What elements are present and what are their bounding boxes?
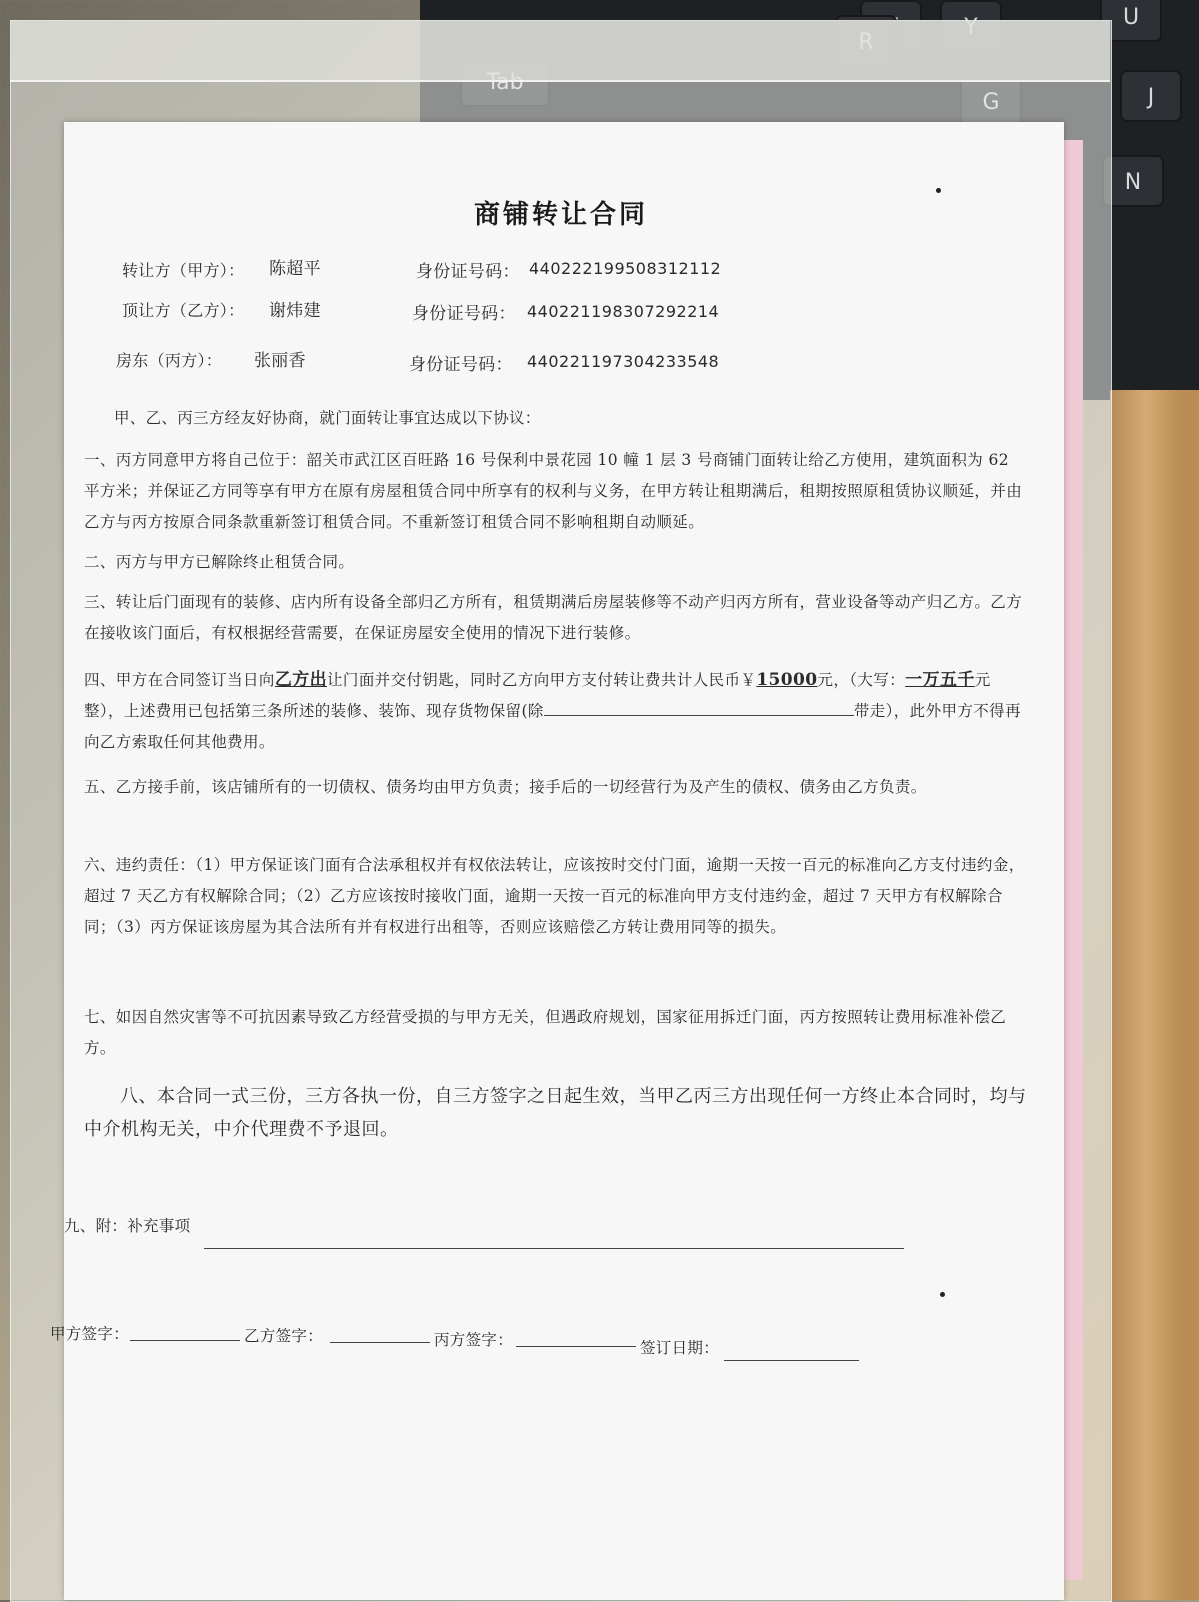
- party-c-name: 张丽香: [254, 351, 306, 371]
- party-a-id-label: 身份证号码：: [416, 262, 520, 282]
- party-a-signature-line: [130, 1324, 240, 1341]
- clause-5: 五、乙方接手前，该店铺所有的一切债权、债务均由甲方负责；接手后的一切经营行为及产生的债权、债务由乙方负责。: [84, 778, 927, 796]
- party-b-id-number: 440221198307292214: [527, 302, 720, 321]
- amount-in-words: 一万五千: [905, 670, 975, 690]
- desk-surface: [1110, 390, 1199, 1600]
- party-a-id-number: 440222199508312112: [529, 259, 722, 278]
- sleeve-seal-strip: [10, 20, 1110, 82]
- party-c-id-label: 身份证号码：: [409, 355, 513, 375]
- key-n: N: [1102, 155, 1164, 207]
- key-j: J: [1120, 70, 1182, 122]
- party-b-signature-label: 乙方签字：: [244, 1327, 324, 1345]
- party-c-signature-line: [516, 1330, 636, 1347]
- party-c-id-number: 440221197304233548: [527, 352, 720, 371]
- ink-dot: [940, 1292, 945, 1297]
- clause-3: 三、转让后门面现有的装修、店内所有设备全部归乙方所有，租赁期满后房屋装修等不动产归丙方所有，营业设备等动产归乙方。乙方在接收该门面后，有权根据经营需要，在保证房屋安全使用的情况下进行装修。: [84, 593, 1023, 642]
- clause-4-part1: 四、甲方在合同签订当日向: [84, 671, 275, 689]
- handwritten-party: 乙方出: [274, 670, 328, 690]
- supplementary-line: [204, 1232, 904, 1249]
- clause-4-blank: [544, 699, 854, 716]
- clause-9-label: 九、附：补充事项: [64, 1217, 191, 1235]
- sign-date-label: 签订日期：: [640, 1339, 720, 1357]
- party-b-label: 顶让方（乙方）：: [122, 301, 245, 320]
- clause-1: 一、丙方同意甲方将自己位于：韶关市武江区百旺路 16 号保利中景花园 10 幢 1 层 3 号商铺门面转让给乙方使用，建筑面积为 62 平方米；并保证乙方同等享有甲方在原有房屋租赁合同中所享有的权利与义务，在甲方转让租期满后，租期按照原租赁协议顺延，并由乙方与丙方按原合同条款重新签订租赁合同。不重新签订租赁合同不影响租期自动顺延。: [84, 451, 1023, 531]
- clause-2: 二、丙方与甲方已解除终止租赁合同。: [84, 553, 355, 571]
- party-c-signature-label: 丙方签字：: [434, 1331, 514, 1349]
- clause-4-part2: 让门面并交付钥匙，同时乙方向甲方支付转让费共计人民币￥: [327, 671, 757, 689]
- party-c-label: 房东（丙方）：: [116, 351, 223, 370]
- party-b-signature-line: [330, 1326, 430, 1343]
- transfer-amount: 15000: [756, 670, 818, 690]
- party-a-signature-label: 甲方签字：: [50, 1325, 130, 1343]
- clause-8: 八、本合同一式三份，三方各执一份，自三方签字之日起生效，当甲乙丙三方出现任何一方终止本合同时，均与中介机构无关，中介代理费不予退回。: [84, 1086, 1027, 1140]
- party-b-id-label: 身份证号码：: [412, 304, 516, 324]
- party-a-label: 转让方（甲方）：: [122, 261, 245, 280]
- clause-4-part4: 元整），上述费用已包括第三条所述的装修、装饰、现存货物保留(除: [84, 671, 991, 720]
- clause-6: 六、违约责任：（1）甲方保证该门面有合法承租权并有权依法转让，应该按时交付门面，逾期一天按一百元的标准向乙方支付违约金，超过 7 天乙方有权解除合同；（2）乙方应该按时接收门面，逾期一天按一百元的标准向甲方支付违约金，超过 7 天甲方有权解除合同；（3）丙方保证该房屋为其合法所有并有权进行出租等，否则应该赔偿乙方转让费用同等的损失。: [84, 856, 1025, 936]
- contract-paper: [50, 122, 1064, 1600]
- sign-date-line: [724, 1344, 859, 1361]
- contract-intro: 甲、乙、丙三方经友好协商，就门面转让事宜达成以下协议：: [114, 409, 541, 427]
- party-b-name: 谢炜建: [269, 301, 321, 321]
- party-a-name: 陈超平: [269, 259, 321, 279]
- clause-4-part5: 带走），此外甲方不得再向乙方索取任何其他费用。: [84, 702, 1021, 751]
- key-u: U: [1100, 0, 1162, 42]
- contract-title: 商铺转让合同: [474, 200, 649, 230]
- clause-4: [84, 665, 1029, 758]
- clause-4-part3: 元，（大写：: [817, 671, 906, 689]
- clause-7: 七、如因自然灾害等不可抗因素导致乙方经营受损的与甲方无关，但遇政府规划，国家征用拆迁门面，丙方按照转让费用标准补偿乙方。: [84, 1008, 1007, 1057]
- ink-dot: [936, 188, 941, 193]
